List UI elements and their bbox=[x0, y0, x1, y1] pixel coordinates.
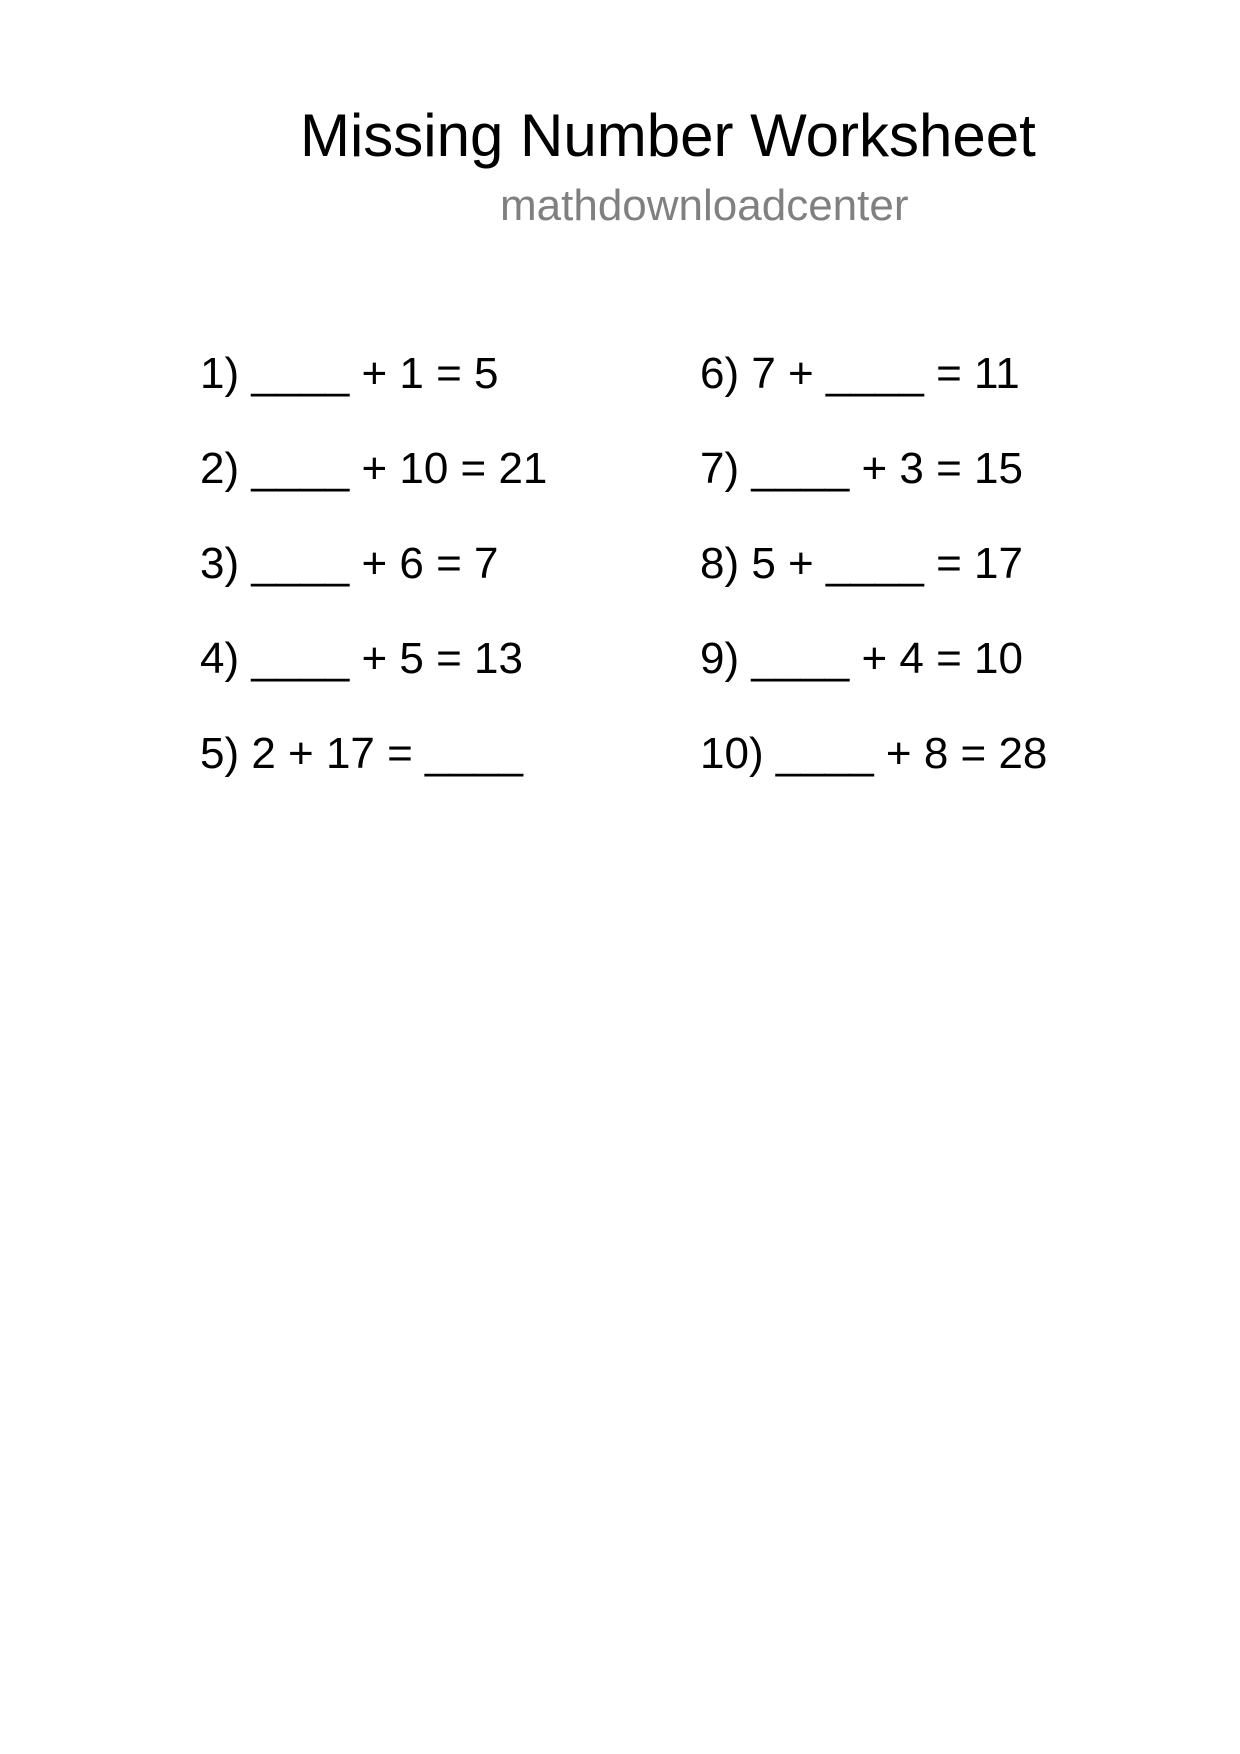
problem-7: 7) ____ + 3 = 15 bbox=[700, 444, 1023, 493]
problem-10: 10) ____ + 8 = 28 bbox=[700, 729, 1048, 778]
worksheet-title: Missing Number Worksheet bbox=[300, 102, 1036, 169]
problem-4: 4) ____ + 5 = 13 bbox=[200, 634, 523, 683]
problem-column-right bbox=[700, 348, 1047, 823]
problem-5: 5) 2 + 17 = ____ bbox=[200, 729, 523, 778]
problem-9: 9) ____ + 4 = 10 bbox=[700, 634, 1023, 683]
problem-6: 6) 7 + ____ = 11 bbox=[700, 349, 1020, 398]
problem-3: 3) ____ + 6 = 7 bbox=[200, 539, 499, 588]
problem-grid bbox=[200, 348, 1100, 828]
worksheet-subtitle: mathdownloadcenter bbox=[500, 181, 909, 230]
problem-column-left bbox=[200, 348, 547, 823]
problem-8: 8) 5 + ____ = 17 bbox=[700, 539, 1023, 588]
problem-1: 1) ____ + 1 = 5 bbox=[200, 349, 499, 398]
problem-2: 2) ____ + 10 = 21 bbox=[200, 444, 548, 493]
